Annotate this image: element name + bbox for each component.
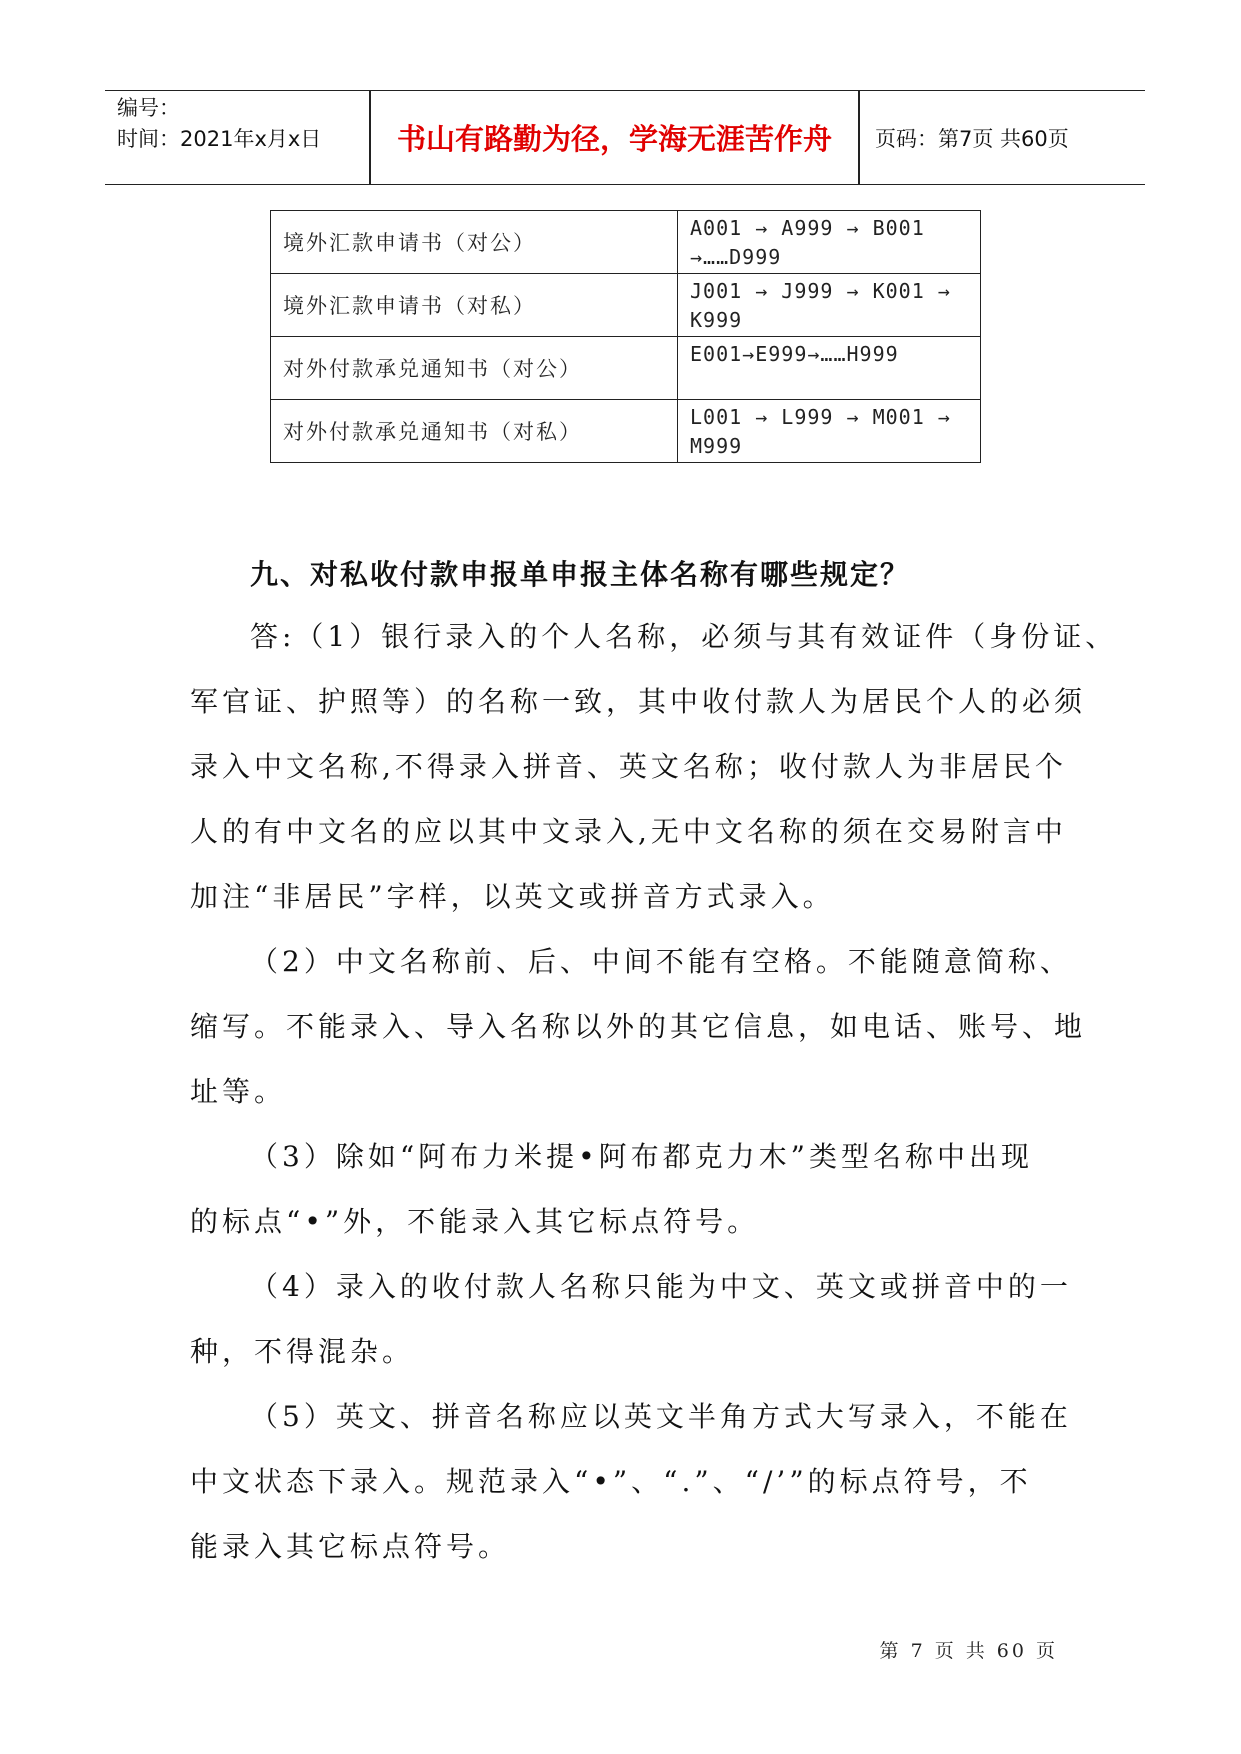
form-name-cell: 境外汇款申请书（对私）	[271, 274, 678, 337]
table-row	[271, 400, 981, 463]
serial-range-cell: L001 → L999 → M001 → M999	[678, 400, 981, 463]
table-row	[271, 337, 981, 400]
text-line: 加注“非居民”字样，以英文或拼音方式录入。	[190, 880, 835, 913]
text-line: 的标点“•”外，不能录入其它标点符号。	[190, 1205, 760, 1238]
form-name-cell: 对外付款承兑通知书（对私）	[271, 400, 678, 463]
text-line: 缩写。不能录入、导入名称以外的其它信息，如电话、账号、地	[190, 1010, 1087, 1043]
text-line: 军官证、护照等）的名称一致，其中收付款人为居民个人的必须	[190, 685, 1087, 718]
paragraph-3	[190, 1124, 1070, 1254]
table-row	[271, 274, 981, 337]
paragraph-2	[190, 929, 1087, 1124]
header-meta	[117, 93, 372, 155]
text-line: （4）录入的收付款人名称只能为中文、英文或拼音中的一	[250, 1270, 1072, 1303]
table-row	[271, 211, 981, 274]
form-name-cell: 对外付款承兑通知书（对公）	[271, 337, 678, 400]
header-divider	[858, 91, 860, 184]
number-label: 编号：	[117, 96, 180, 120]
header-motto: 书山有路勤为径，学海无涯苦作舟	[396, 122, 832, 156]
text-line: 中文状态下录入。规范录入“•”、“.”、“/’”的标点符号，不	[190, 1465, 1032, 1498]
serial-range-cell: E001→E999→……H999	[678, 337, 981, 400]
text-line: 人的有中文名的应以其中文录入,无中文名称的须在交易附言中	[190, 815, 1067, 848]
page-header	[105, 90, 1145, 185]
serial-number-table	[270, 210, 981, 463]
serial-range-cell: J001 → J999 → K001 → K999	[678, 274, 981, 337]
text-line: 能录入其它标点符号。	[190, 1530, 511, 1563]
paragraph-5	[190, 1384, 1070, 1579]
text-line: 种，不得混杂。	[190, 1335, 415, 1368]
text-line: 址等。	[190, 1075, 287, 1108]
text-line: （3）除如“阿布力米提•阿布都克力木”类型名称中出现	[250, 1140, 1033, 1173]
form-name-cell: 境外汇款申请书（对公）	[271, 211, 678, 274]
text-line: （2）中文名称前、后、中间不能有空格。不能随意简称、	[250, 945, 1072, 978]
page-footer: 第 7 页 共 60 页	[879, 1640, 1058, 1662]
time-label: 时间：2021年x月x日	[117, 127, 322, 151]
header-page-label: 页码：第7页 共60页	[875, 126, 1069, 151]
paragraph-1	[190, 604, 1118, 929]
paragraph-4	[190, 1254, 1070, 1384]
text-line: （5）英文、拼音名称应以英文半角方式大写录入，不能在	[250, 1400, 1072, 1433]
section-heading: 九、对私收付款申报单申报主体名称有哪些规定？	[250, 558, 911, 591]
text-line: 录入中文名称,不得录入拼音、英文名称；收付款人为非居民个	[190, 750, 1067, 783]
text-line: 答:（1）银行录入的个人名称，必须与其有效证件（身份证、	[250, 620, 1118, 653]
serial-range-cell: A001 → A999 → B001 →……D999	[678, 211, 981, 274]
